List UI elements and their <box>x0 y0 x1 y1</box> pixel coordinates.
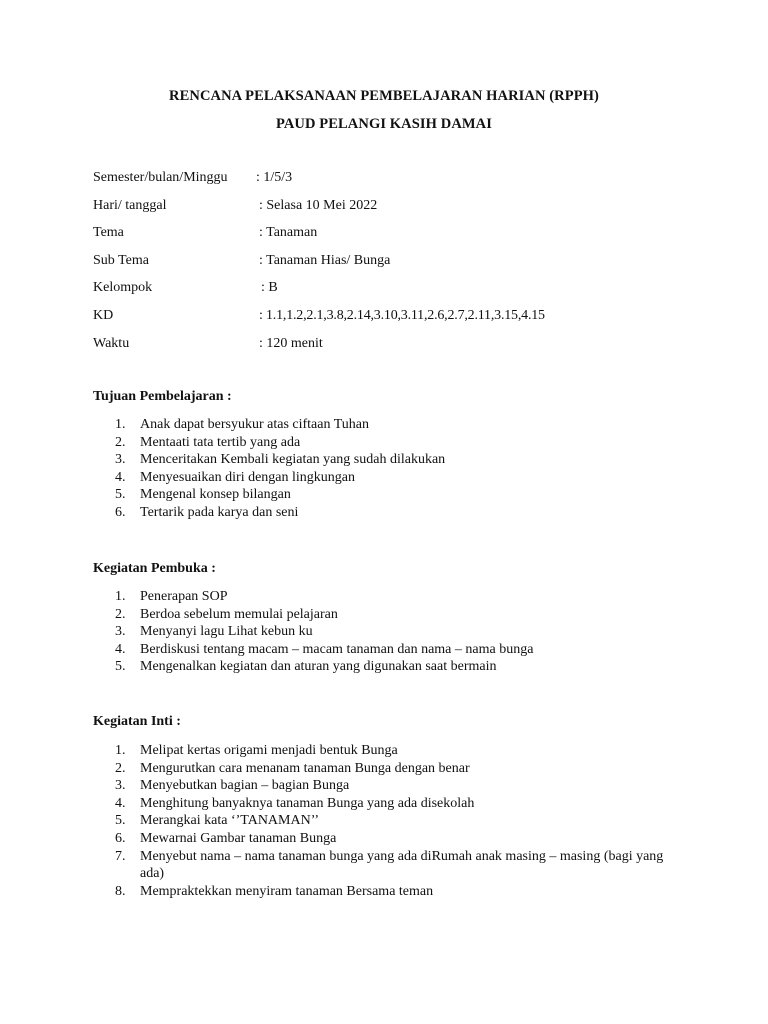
list-number: 8. <box>115 883 126 899</box>
list-item-text: Menyebutkan bagian – bagian Bunga <box>140 778 350 794</box>
list-number: 4. <box>115 641 126 657</box>
list-number: 6. <box>115 830 126 846</box>
list-item-text: Penerapan SOP <box>140 589 228 604</box>
info-label: Tema <box>93 225 124 240</box>
list-number: 4. <box>115 469 126 485</box>
list-item <box>0 504 680 522</box>
inti-list <box>0 742 680 900</box>
info-label: Semester/bulan/Minggu <box>93 170 228 185</box>
info-value: : 120 menit <box>259 336 323 351</box>
document-title: RENCANA PELAKSANAAN PEMBELAJARAN HARIAN (RPPH) <box>169 88 599 104</box>
list-number: 2. <box>115 606 126 622</box>
list-item <box>0 641 680 659</box>
list-item-text: Mengenal konsep bilangan <box>140 487 291 503</box>
list-item <box>0 588 680 606</box>
info-label: Sub Tema <box>93 253 149 268</box>
section-heading-inti: Kegiatan Inti : <box>93 714 181 729</box>
list-number: 1. <box>115 589 126 604</box>
tujuan-list <box>0 416 680 522</box>
list-number: 3. <box>115 452 126 468</box>
list-number: 2. <box>115 434 126 450</box>
section-heading-pembuka: Kegiatan Pembuka : <box>93 561 216 576</box>
list-item <box>0 795 680 813</box>
list-item-text: Tertarik pada karya dan seni <box>140 504 299 520</box>
info-value: : 1.1,1.2,2.1,3.8,2.14,3.10,3.11,2.6,2.7,2.11,3.15,4.15 <box>259 308 545 323</box>
list-item-text: Merangkai kata ‘’TANAMAN’’ <box>140 813 319 829</box>
info-value: : 1/5/3 <box>256 170 293 185</box>
list-item-text: Anak dapat bersyukur atas ciftaan Tuhan <box>140 417 369 432</box>
list-number: 1. <box>115 417 126 432</box>
list-item <box>0 830 680 848</box>
list-item <box>0 883 680 901</box>
list-item <box>0 848 680 883</box>
list-item-text: Mewarnai Gambar tanaman Bunga <box>140 830 337 846</box>
list-item <box>0 623 680 641</box>
info-value: : B <box>261 280 278 295</box>
list-number: 5. <box>115 659 126 675</box>
list-item-text: Melipat kertas origami menjadi bentuk Bunga <box>140 743 398 758</box>
list-item <box>0 812 680 830</box>
info-label: Kelompok <box>93 280 153 295</box>
list-number: 5. <box>115 487 126 503</box>
info-value: : Tanaman Hias/ Bunga <box>259 253 391 268</box>
list-item <box>0 777 680 795</box>
list-item <box>0 658 680 676</box>
list-item <box>0 606 680 624</box>
list-item-text: Berdoa sebelum memulai pelajaran <box>140 606 338 622</box>
list-item-text: Berdiskusi tentang macam – macam tanaman dan nama – nama bunga <box>140 641 534 657</box>
list-item-text: Menceritakan Kembali kegiatan yang sudah dilakukan <box>140 452 446 468</box>
list-item-text: Menghitung banyaknya tanaman Bunga yang ada disekolah <box>140 795 475 811</box>
pembuka-list <box>0 588 680 676</box>
list-number: 7. <box>115 848 126 864</box>
list-item <box>0 486 680 504</box>
info-label: Hari/ tanggal <box>93 198 167 213</box>
info-label: KD <box>93 308 114 323</box>
list-item <box>0 469 680 487</box>
section-heading-tujuan: Tujuan Pembelajaran : <box>93 389 232 404</box>
list-item-text: Menyebut nama – nama tanaman bunga yang ada diRumah anak masing – masing (bagi yang ada) <box>140 848 664 882</box>
list-item-text: Mengurutkan cara menanam tanaman Bunga dengan benar <box>140 760 470 776</box>
school-name: PAUD PELANGI KASIH DAMAI <box>275 116 492 132</box>
list-item <box>0 760 680 778</box>
list-item-text: Menyesuaikan diri dengan lingkungan <box>140 469 356 485</box>
list-number: 4. <box>115 795 126 811</box>
info-value: : Tanaman <box>259 225 318 240</box>
list-number: 3. <box>115 778 126 794</box>
list-item <box>0 742 680 760</box>
list-item-text: Mempraktekkan menyiram tanaman Bersama teman <box>140 883 434 899</box>
list-item-text: Menyanyi lagu Lihat kebun ku <box>140 624 313 640</box>
list-number: 1. <box>115 743 126 758</box>
info-value: : Selasa 10 Mei 2022 <box>259 198 378 213</box>
list-item <box>0 451 680 469</box>
list-item-text: Mengenalkan kegiatan dan aturan yang digunakan saat bermain <box>140 659 497 675</box>
list-item <box>0 416 680 434</box>
info-label: Waktu <box>93 336 130 351</box>
list-number: 2. <box>115 760 126 776</box>
list-item-text: Mentaati tata tertib yang ada <box>140 434 301 450</box>
list-number: 3. <box>115 624 126 640</box>
list-item <box>0 434 680 452</box>
list-number: 6. <box>115 504 126 520</box>
list-number: 5. <box>115 813 126 829</box>
